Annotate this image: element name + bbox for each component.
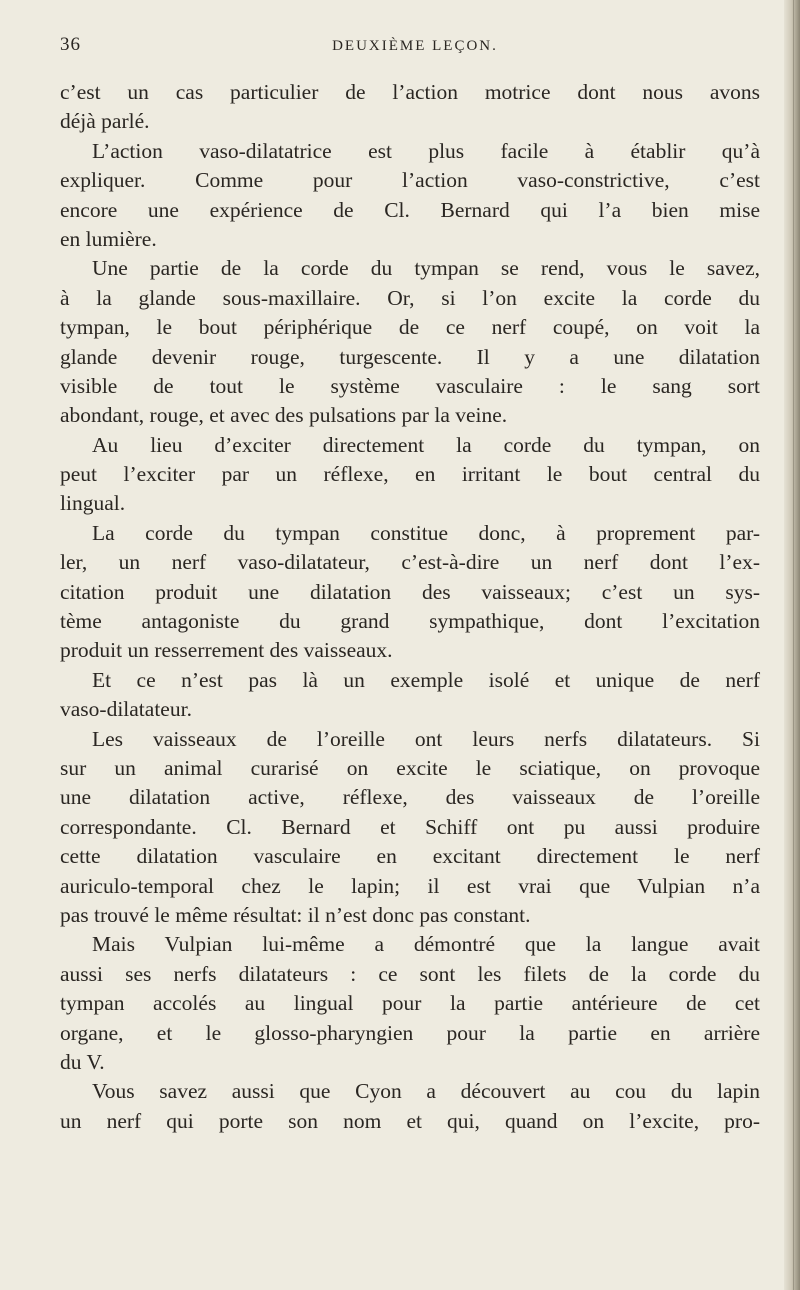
text-line: cette dilatation vasculaire en excitant directement le nerf <box>60 844 760 869</box>
text-line: vaso-dilatateur. <box>60 697 192 722</box>
text-line: visible de tout le système vasculaire : le sang sort <box>60 373 760 398</box>
text-line: expliquer. Comme pour l’action vaso-constrictive, c’est <box>60 168 760 193</box>
text-line: Les vaisseaux de l’oreille ont leurs nerfs dilatateurs. Si <box>92 726 760 751</box>
text-line: correspondante. Cl. Bernard et Schiff ont pu aussi produire <box>60 814 760 839</box>
text-line: une dilatation active, réflexe, des vaisseaux de l’oreille <box>60 785 760 810</box>
running-title: DEUXIÈME LEÇON. <box>332 38 498 54</box>
text-line: déjà parlé. <box>60 109 150 134</box>
text-line: Au lieu d’exciter directement la corde du tympan, on <box>92 432 760 457</box>
text-line: ler, un nerf vaso-dilatateur, c’est-à-dire un nerf dont l’ex- <box>60 550 760 575</box>
text-line: c’est un cas particulier de l’action motrice dont nous avons <box>60 80 760 104</box>
text-line: tympan accolés au lingual pour la partie antérieure de cet <box>60 991 760 1016</box>
text-line: abondant, rouge, et avec des pulsations par la veine. <box>60 403 508 428</box>
text-line: encore une expérience de Cl. Bernard qui l’a bien mise <box>60 197 760 222</box>
text-line: Une partie de la corde du tympan se rend, vous le savez, <box>92 256 760 281</box>
text-line: tympan, le bout périphérique de ce nerf coupé, on voit la <box>60 315 760 340</box>
text-line: à la glande sous-maxillaire. Or, si l’on excite la corde du <box>60 285 760 310</box>
page-number: 36 <box>60 34 81 55</box>
text-line: un nerf qui porte son nom et qui, quand on l’excite, pro- <box>60 1108 760 1133</box>
text-line: tème antagoniste du grand sympathique, dont l’excitation <box>60 609 760 634</box>
text-line: du V. <box>60 1049 105 1074</box>
text-line: en lumière. <box>60 226 157 251</box>
text-line: auriculo-temporal chez le lapin; il est vrai que Vulpian n’a <box>60 873 760 898</box>
text-line: L’action vaso-dilatatrice est plus facile à établir qu’à <box>92 138 760 163</box>
body-text <box>60 78 760 1136</box>
text-line: organe, et le glosso-pharyngien pour la partie en arrière <box>60 1020 760 1045</box>
text-line: produit un resserrement des vaisseaux. <box>60 638 393 663</box>
text-line: La corde du tympan constitue donc, à proprement par- <box>92 520 760 545</box>
text-line: pas trouvé le même résultat: il n’est donc pas constant. <box>60 902 531 927</box>
text-line: peut l’exciter par un réflexe, en irritant le bout central du <box>60 462 760 487</box>
text-line: Et ce n’est pas là un exemple isolé et unique de nerf <box>92 667 760 692</box>
page-edge <box>784 0 800 1290</box>
text-line: glande devenir rouge, turgescente. Il y a une dilatation <box>60 344 760 369</box>
text-line: lingual. <box>60 491 126 516</box>
text-line: aussi ses nerfs dilatateurs : ce sont les filets de la corde du <box>60 961 760 986</box>
text-line: Mais Vulpian lui-même a démontré que la langue avait <box>92 932 760 957</box>
text-line: citation produit une dilatation des vaisseaux; c’est un sys- <box>60 579 760 604</box>
page-header <box>60 34 760 64</box>
text-line: Vous savez aussi que Cyon a découvert au cou du lapin <box>92 1079 760 1104</box>
text-line: sur un animal curarisé on excite le sciatique, on provoque <box>60 755 760 780</box>
